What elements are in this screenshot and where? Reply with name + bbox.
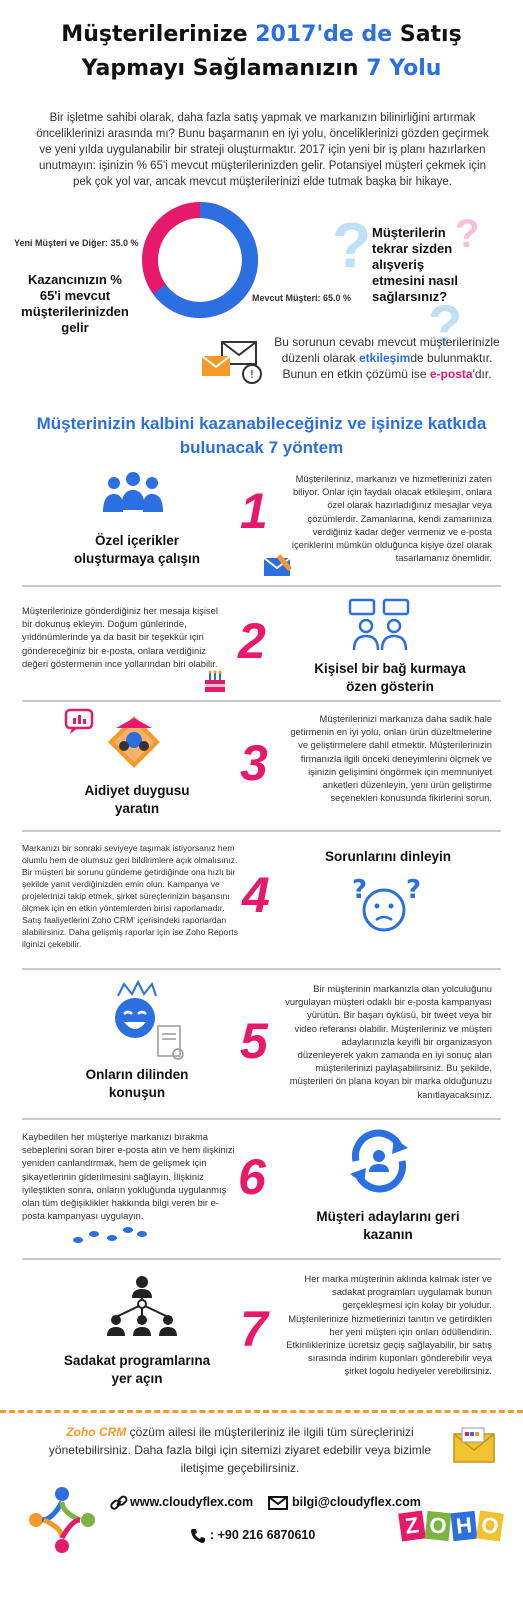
svg-text:?: ? [406, 875, 422, 905]
donut-label-existing: Mevcut Müşteri: 65.0 % [252, 293, 352, 303]
mail-pencil-icon [262, 552, 298, 578]
methods-heading: Müşterinizin kalbini kazanabileceğiniz ve işinize katkıda bulunacak 7 yöntem [36, 414, 487, 457]
email-alert-icon [200, 338, 266, 388]
refresh-person-icon [344, 1126, 414, 1196]
section-7-title: Sadakat programlarına yer açın [63, 1353, 211, 1386]
team-diamond-icon [106, 714, 162, 770]
confused-face-icon [340, 872, 430, 938]
divider [22, 700, 501, 702]
section-3-title: Aidiyet duygusu yaratın [84, 783, 190, 816]
zoho-mail-icon [450, 1426, 498, 1468]
divider [22, 1118, 501, 1120]
chat-chart-icon [64, 708, 96, 736]
section-1-text: Müşterileriniz, markanızı ve hizmetlerinizi zaten biliyor. Onlar için faydalı olacak etkileşim, onlara özel olarak hazırladığınız mesajlar veya çözümlerdir. Zamanlarına, kendi zamanınıza verdiğiniz kadar değer vermeniz ve e-posta içeriklerini mümkün olduğunca kişiye özel olarak tasarlamanız önemlidir. [291, 473, 492, 564]
question-mark-small-icon: ? [428, 293, 463, 356]
section-7-text: Her marka müşterinin aklında kalmak ister ve sadakat programları uygulamak bunun gerçekleşmesi için kolay bir yoludur. Müşterilerinize hizmetlerinizi tanıtın ve getirdikleri her yeni müşteri için onları ödüllendirin. Etkinliklerinize ücretsiz geçiş sağlayabilir, bir satış sırasında indirim kuponları gönderebilir veya şirket logolu hediyeler verebilirsiniz. [286, 1273, 492, 1377]
section-5-title: Onların dilinden konuşun [85, 1067, 189, 1100]
people-group-icon [100, 470, 166, 516]
section-2-text: Müşterilerinize gönderdiğiniz her mesaja kişisel bir dokunuş ekleyin. Doğum günlerinde, yıldönümlerinde ya da basit bir teşekkür için göndereceğiniz bir e-posta, onlara verdiğiniz değeri göstermenin ince yollarından biri olabilir. [22, 605, 218, 669]
answer-text: Bu sorunun cevabı mevcut müşterilerinizle düzenli olarak etkileşimde bulunmaktır. Bunun en etkin çözümü ise e-posta'dır. [274, 335, 500, 381]
section-3-number: 3 [240, 735, 268, 791]
section-1-title: Özel içerikler oluşturmaya çalışın [73, 533, 201, 566]
section-2-title: Kişisel bir bağ kurmaya özen gösterin [314, 661, 466, 694]
envelope-icon [268, 1496, 288, 1510]
zoho-logo: Z O H O [400, 1512, 502, 1540]
donut-chart [140, 200, 260, 320]
section-7-number: 7 [240, 1301, 268, 1357]
intro-paragraph: Bir işletme sahibi olarak, daha fazla satış yapmak ve markanızın bilinirliğini artırmak önceliklerinizi arasında mı? Bunu başarmanın en iyi yolu, önceliklerinizi gözden geçirmek ve yeni yılda uygulanabilir bir strateji oluşturmaktır. 2017 için yeni bir iş planı hazırlarken unutmayın: işinizin % 65'i mevcut müşterilerinizden gelir. Potansiyel müşteri çekmek için pek çok yol var, ancak mevcut müşterilerinizi elde tutmak başka bir hikaye. [36, 112, 489, 188]
section-1-number: 1 [240, 483, 268, 539]
footprints-icon [68, 1218, 148, 1248]
divider [22, 830, 501, 832]
section-6-title: Müşteri adaylarını geri kazanın [316, 1209, 460, 1242]
link-icon [110, 1494, 128, 1512]
svg-text:!: ! [249, 368, 255, 381]
conversation-people-icon [348, 598, 412, 652]
section-5-number: 5 [240, 1013, 268, 1069]
donut-label-new: Yeni Müşteri ve Diğer: 35.0 % [14, 238, 139, 248]
phone-icon [190, 1528, 206, 1544]
page-title: Müşterilerinize 2017'de de Satış Yapmayı Sağlamanızın 7 Yolu [61, 22, 462, 81]
section-2-number: 2 [238, 613, 266, 669]
section-4-title: Sorunlarını dinleyin [324, 849, 451, 864]
certificate-icon [156, 1024, 186, 1064]
divider [22, 585, 501, 587]
section-4-text: Markanızı bir sonraki seviyeye taşımak istiyorsanız hem olumlu hem de olumsuz geri bildirimlere açık olmalısınız. Bir müşteri bir sorunu gündeme getirdiğinde ona hızlı bir şekilde yanıt verdiğinizden emin olun. Kampanya ve projelerinizi takip etmek, şirket süreçlerinizin başarısını ölçmek için en etkin yöntemlerden birisi raporlamadır. Satış faaliyetlerini Zoho CRM' içerisindeki raporlardan alabilirsiniz. Daha gelişmiş raporlar için ise Zoho Reports ilginizi çekebilir. [22, 843, 238, 949]
footer-text: Zoho CRM çözüm ailesi ile müşterileriniz ile ilgili tüm süreçlerinizi yönetebilirsiniz. Daha fazla bilgi için sitemizi ziyaret edebilir veya bizimle iletişime geçebilirsiniz. [48, 1425, 432, 1475]
website-link[interactable]: www.cloudyflex.com [130, 1495, 254, 1509]
divider [22, 968, 501, 970]
divider [22, 1258, 501, 1260]
network-people-icon [104, 1272, 180, 1342]
section-4-number: 4 [242, 867, 270, 923]
birthday-cake-icon [202, 668, 228, 694]
question-mark-icon: ? [332, 209, 372, 281]
cloudyflex-logo-icon [22, 1480, 102, 1560]
section-6-text: Kaybedilen her müşteriye markanızı bırakma sebeplerini soran birer e-posta atın ve hem ilişkinizi yeniden canlandırmak, hem de gelişmek için şikayetlerinin giderilmesini sağlayın. İlişkiniz iyileştikten sonra, onların yokluğunda uygulanmış olan tüm değişiklikler hakkında bilgi veren bir e-posta kampanyası uygulayın. [22, 1131, 235, 1222]
phone-number: : +90 216 6870610 [210, 1528, 316, 1542]
footer-divider [0, 1410, 523, 1413]
section-6-number: 6 [238, 1149, 266, 1205]
question-text: Müşterilerin tekrar sizden alışveriş etmesini nasıl sağlarsınız? [372, 225, 458, 304]
section-3-text: Müşterilerinizi markanıza daha sadık hale getirmenin en iyi yolu, onları ürün düzeltmelerine ve geliştirmelere dahil etmektir. Müşterilerinizin firmanızla ilgili önceki deneyimlerini ölçmek ve işinizin gelişimini öngörmek için memnuniyet anketleri düzenleyin, yeni ürün geliştirme seçenekleri konusunda fikirlerini sorun. [290, 713, 492, 804]
section-5-text: Bir müşterinin markanızla olan yolculuğunu vurgulayan müşteri odaklı bir e-posta kampanyası yürütün. Bir başarı öyküsü, bir tweet veya bir video referansı olabilir. Müşterileriniz ve müşteri adaylarınızla keyifli bir organizasyon düzenleyerek yakın zamanda en iyi sonuç alan müşterilerinizi paylaşabilirsiniz. Bu şekilde, müşterileri ön plana koyan bir marka olduğunuzu kanıtlayacaksınız. [285, 983, 492, 1100]
svg-text:?: ? [352, 875, 368, 905]
question-mark-pink-icon: ? [455, 212, 480, 256]
email-link[interactable]: bilgi@cloudyflex.com [292, 1495, 421, 1509]
donut-caption: Kazancınızın % 65'i mevcut müşterilerinizden gelir [21, 272, 129, 335]
